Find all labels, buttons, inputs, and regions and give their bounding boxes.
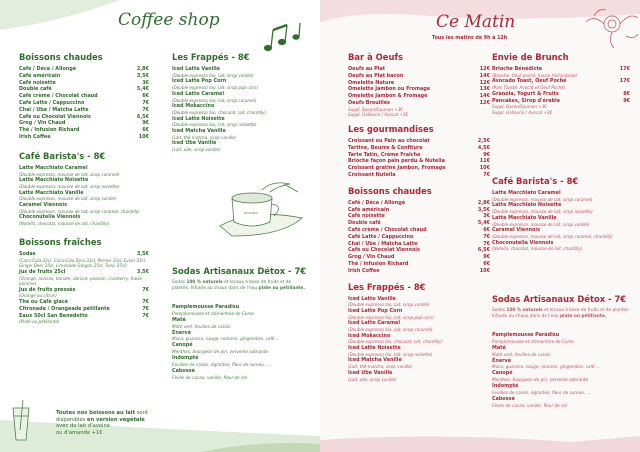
item-name: Caramel Viennois <box>492 227 540 234</box>
item-price: 4,5€ <box>477 144 490 151</box>
item-name: Café crème / Chocolat chaud <box>348 226 427 233</box>
menu-item <box>348 227 490 234</box>
item-description: (Double expresso bio, lait, sirop caramel) <box>172 97 257 103</box>
item-description: (Lait, ube, sirop vanille) <box>172 147 221 153</box>
footnote-line2-bold: en version végétale <box>86 416 145 423</box>
item-name: Granola, Yogurt & Fruits <box>492 90 559 97</box>
menu-item <box>172 368 307 375</box>
menu-item <box>492 215 630 222</box>
menu-item <box>19 287 149 294</box>
right-column-2 <box>492 52 630 116</box>
item-name: Iced Ube Vanille <box>172 140 217 147</box>
menu-item <box>348 93 490 100</box>
item-name: Canopé <box>172 342 193 349</box>
menu-item <box>492 98 630 105</box>
item-name: Maté <box>492 344 506 351</box>
item-name: Pancakes, Sirop d'érable <box>492 97 561 104</box>
section-title-brunch: Envie de Brunch <box>492 52 569 62</box>
item-price: 3€ <box>142 79 149 86</box>
item-price: 3,5€ <box>477 206 490 213</box>
menu-item <box>492 227 630 234</box>
barista-right-list <box>492 190 630 252</box>
item-name: Café Latte / Cappuccino <box>348 233 414 240</box>
menu-item <box>19 313 149 320</box>
menu-item <box>348 66 490 73</box>
menu-item <box>492 345 630 352</box>
item-name: Choconutella Viennois <box>492 239 554 246</box>
menu-item <box>348 152 490 159</box>
item-description: Maca, guarana, sauge, romarin, gingembre, café ... <box>172 336 280 342</box>
section-title-bar-oeufs: Bar à Oeufs <box>348 52 404 62</box>
item-price: 17€ <box>619 78 630 85</box>
menu-item <box>172 330 307 337</box>
item-name: Thé ou Café glacé <box>19 299 69 306</box>
item-price: 17€ <box>619 66 630 72</box>
item-price: 7€ <box>483 233 490 240</box>
item-price: 5,4€ <box>136 86 149 93</box>
menu-item <box>348 145 490 152</box>
item-name: Omelette Nature <box>348 79 395 86</box>
menu-item <box>348 138 490 145</box>
menu-item <box>19 93 149 100</box>
item-description: (Lait, thé matcha, sirop vanille) <box>172 134 237 140</box>
item-name: Latte Macchiato Noisette <box>19 177 89 184</box>
item-price: 7€ <box>142 312 149 319</box>
item-name: Café Latte / Cappuccino <box>19 99 85 106</box>
plant-milk-footnote <box>56 410 166 436</box>
menu-item <box>19 100 149 107</box>
item-description: Pamplemousse et clémentine de Corse <box>172 310 254 316</box>
item-name: Indompté <box>492 383 519 390</box>
menu-item <box>492 240 630 247</box>
item-name: Café ou Chocolat Viennois <box>19 113 91 120</box>
detox-right-list <box>492 332 630 409</box>
menu-item <box>172 128 307 135</box>
menu-item <box>172 342 307 349</box>
menu-item <box>19 107 149 114</box>
item-name: Canopé <box>492 370 513 377</box>
item-price: 5,4€ <box>477 220 490 227</box>
item-name: Iced Latte Noisette <box>348 345 401 352</box>
item-name: Jus de fruits 25cl <box>19 268 66 275</box>
item-name: Iced Latte Pop Corn <box>348 307 403 314</box>
item-description: (Double expresso bio, lait, sirop vanille) <box>172 72 254 78</box>
footnote-line3: avec du lait d'avoine <box>56 423 110 430</box>
music-notes-icon <box>262 20 304 56</box>
item-price: 10€ <box>479 267 490 274</box>
item-price: 3,5€ <box>136 72 149 79</box>
item-price: 3,5€ <box>136 250 149 257</box>
item-price: 7€ <box>142 305 149 312</box>
item-name: Eaux 50cl San Benedetto <box>19 312 88 319</box>
menu-item <box>19 299 149 306</box>
item-name: Latte Macchiato Caramel <box>492 190 561 196</box>
item-name: Pamplemousse Paradisu <box>492 332 560 338</box>
item-price: 6€ <box>142 127 149 134</box>
item-description: (Double expresso, mousse de lait, sirop caramel, chantilly) <box>492 233 613 239</box>
menu-item <box>172 103 307 110</box>
menu-item <box>172 116 307 123</box>
item-description: (Double expresso, mousse de lait, sirop caramel) <box>492 196 593 202</box>
menu-item <box>348 296 490 303</box>
menu-item <box>172 355 307 362</box>
item-name: Brioche Bénédicte <box>492 66 543 72</box>
menu-item <box>348 247 490 254</box>
item-price: 8€ <box>623 90 630 97</box>
footnote-line1: sont <box>135 410 148 416</box>
item-name: Citronade / Orangeade pétillante <box>19 305 110 312</box>
item-name: Pamplemousse Paradisu <box>172 304 240 310</box>
menu-item <box>348 86 490 93</box>
left-column-1 <box>19 52 149 325</box>
menu-item <box>172 304 307 311</box>
right-detox-block <box>492 294 630 409</box>
item-price: 11€ <box>479 158 490 165</box>
ce-matin-page <box>320 0 640 452</box>
item-name: Oeufs au Plat bacon <box>348 72 404 79</box>
barista-list <box>19 165 149 227</box>
item-name: Chaï / Ube / Matcha Latte <box>19 106 89 113</box>
left-detox-block <box>172 266 307 381</box>
menu-item <box>19 73 149 80</box>
menu-item <box>348 234 490 241</box>
item-name: Café noisette <box>348 213 385 220</box>
menu-item <box>172 66 307 73</box>
footnote-line1-bold: Toutes nos boissons au lait <box>56 410 136 416</box>
item-name: Double café <box>19 86 52 93</box>
menu-item <box>348 254 490 261</box>
item-description: (Double expresso, mousse de lait, sirop caramel, chantilly) <box>19 208 140 214</box>
detox-intro-right: Sodas 100 % naturels et locaux à base de fruits et de plantes. Infusés au chaux dans de l'eau plate ou pétillante. <box>492 308 630 319</box>
item-name: Thé / Infusion Richard <box>348 260 409 267</box>
section-title-boissons-fraiches: Boissons fraîches <box>19 236 102 247</box>
menu-item <box>19 251 149 258</box>
item-price: 7€ <box>142 106 149 113</box>
item-price: 6€ <box>142 93 149 100</box>
item-price: 14€ <box>479 72 490 79</box>
left-column-2 <box>172 52 307 153</box>
bar-oeufs-list <box>348 66 490 107</box>
item-description: (Double expresso bio, chocolat, lait, chantilly) <box>172 109 266 115</box>
item-name: Croissant ou Pain au chocolat <box>348 137 430 144</box>
item-description: (Double expresso bio, lait, sirop pop corn) <box>172 85 259 91</box>
item-description: (Nutella, chocolat, mousse de lait, chantilly) <box>19 221 110 227</box>
menu-item <box>348 357 490 364</box>
menu-item <box>348 100 490 107</box>
menu-item <box>19 214 149 221</box>
item-description: Feuilles de cassis, églantier, fleur de sureau, ... <box>492 389 591 395</box>
item-name: Cabossé <box>172 367 195 374</box>
item-name: Iced Matcha Vanille <box>172 127 226 134</box>
item-description: (Nutella, chocolat, mousse de lait, chantilly) <box>492 246 583 252</box>
item-name: Double café <box>348 220 381 227</box>
item-name: Cabossé <box>492 395 515 402</box>
item-name: Caramel Viennois <box>19 201 67 208</box>
item-name: Jus de fruits pressés <box>19 286 76 293</box>
menu-item <box>172 140 307 147</box>
item-price: 13€ <box>479 86 490 93</box>
menu-item <box>492 332 630 339</box>
item-name: Café ou Chocolat Viennois <box>348 247 420 254</box>
menu-item <box>492 358 630 365</box>
item-price: 6€ <box>483 260 490 267</box>
item-name: Latte Macchiato Vanille <box>19 189 84 196</box>
menu-item <box>348 80 490 87</box>
menu-item <box>19 269 149 276</box>
section-title-barista-right: Café Barista's - 8€ <box>492 176 579 186</box>
item-description: (Double expresso, mousse de lait, sirop caramel) <box>19 171 120 177</box>
section-title-barista: Café Barista's - 8€ <box>19 150 106 161</box>
boissons-fraiches-list <box>19 251 149 325</box>
item-price: 2,8€ <box>477 199 490 206</box>
item-description: (Orange ou citron) <box>19 293 57 299</box>
item-name: Brioche façon pain perdu & Nutella <box>348 158 445 165</box>
floral-corner-icon <box>584 4 640 50</box>
item-name: Café / Déca / Allongé <box>348 199 406 206</box>
item-description: Fèves de cacao, vanille, fleur de sel <box>172 374 247 380</box>
item-name: Thé / Infusion Richard <box>19 127 80 134</box>
menu-item <box>19 165 149 172</box>
item-description: (Plate ou pétillante) <box>19 319 60 325</box>
item-name: Irish Coffee <box>19 133 51 140</box>
menu-item <box>492 78 630 85</box>
item-name: Oeufs Brouillés <box>348 99 390 106</box>
item-name: Café noisette <box>19 79 56 86</box>
item-name: Avocado Toast, Oeuf Poché <box>492 78 567 85</box>
frappes-right-list <box>348 296 490 383</box>
item-description: Fèves de cacao, vanille, fleur de sel <box>492 402 567 408</box>
item-description: (Double expresso, mousse de lait, sirop vanille) <box>492 221 590 227</box>
item-name: Café / Déca / Allongé <box>19 66 77 72</box>
menu-item <box>172 78 307 85</box>
menu-item <box>348 333 490 340</box>
item-description: (Double expresso bio, lait, sirop vanille) <box>348 302 430 308</box>
item-name: Iced Latte Vanille <box>348 295 396 302</box>
item-price: 3€ <box>483 213 490 220</box>
menu-item <box>348 261 490 268</box>
oeufs-supp-2: Suppl. Halloumi / Avocat +3€ <box>348 112 409 118</box>
item-name: Iced Ube Vanille <box>348 369 393 376</box>
item-price: 7€ <box>483 171 490 178</box>
frappes-list <box>172 66 307 153</box>
brunch-supp-2: Suppl. Halloumi / Avocat +3€ <box>492 109 553 115</box>
item-price: 7€ <box>142 299 149 306</box>
menu-item <box>492 190 630 197</box>
menu-item <box>19 114 149 121</box>
item-name: Croissant Nutella <box>348 171 396 178</box>
item-name: Irish Coffee <box>348 267 380 274</box>
item-description: (Coca-Cola 33cl, Coca-Cola Zero 33cl, Perrier 33cl, Evian 33cl, Ginger Beer 25cl, Limonade Gorgon 25cl, Tonic 25cl) <box>19 257 147 269</box>
coffee-cup-illustration <box>212 178 310 240</box>
item-description: Maté vert, feuilles de cassis <box>172 323 231 329</box>
item-description: (Pain Toasté, Avocat et Oeuf Poché) <box>492 85 566 91</box>
brunch-list <box>492 66 630 104</box>
menu-item <box>492 202 630 209</box>
footnote-line4: ou d'amande +1€ <box>56 429 103 436</box>
item-description: (Double expresso, mousse de lait, sirop vanille) <box>19 196 117 202</box>
drink-glass-illustration <box>10 400 32 442</box>
item-name: Latte Macchiato Caramel <box>19 164 88 171</box>
item-name: Café américain <box>348 206 390 213</box>
menu-item <box>348 345 490 352</box>
item-price: 12€ <box>479 79 490 86</box>
item-name: Indompté <box>172 355 199 362</box>
section-title-boissons-chaudes: Boissons chaudes <box>19 52 103 62</box>
menu-item <box>348 73 490 80</box>
item-price: 7€ <box>483 240 490 247</box>
item-price: 2,5€ <box>477 137 490 144</box>
section-title-detox: Sodas Artisanaux Détox - 7€ <box>172 266 307 276</box>
item-price: 6,5€ <box>136 113 149 120</box>
menu-item <box>172 91 307 98</box>
item-name: Iced Mokaccino <box>348 332 391 339</box>
footnote-line2: disponibles <box>56 416 87 423</box>
item-name: Énervé <box>172 329 192 336</box>
item-name: Café crème / Chocolat chaud <box>19 93 98 100</box>
item-name: Grog / Vin Chaud <box>19 120 66 127</box>
item-price: 10€ <box>479 165 490 172</box>
item-price: 14€ <box>479 93 490 100</box>
item-name: Sodas <box>19 250 36 257</box>
menu-item <box>492 370 630 377</box>
item-name: Café américain <box>19 72 61 79</box>
right-column-1 <box>348 52 490 382</box>
menu-item <box>348 320 490 327</box>
item-price: 2,8€ <box>136 66 149 72</box>
menu-item <box>348 165 490 172</box>
menu-item <box>492 91 630 98</box>
section-title-gourmandises: Les gourmandises <box>348 123 434 134</box>
item-name: Latte Macchiato Noisette <box>492 202 562 209</box>
item-name: Omelette Jambon & Fromage <box>348 93 428 100</box>
menu-item <box>19 202 149 209</box>
item-description: (Lait, thé matcha, sirop vanille) <box>348 364 413 370</box>
item-description: Maté vert, feuilles de cassis <box>492 351 551 357</box>
item-price: 7€ <box>142 99 149 106</box>
item-price: 12€ <box>479 66 490 72</box>
item-name: Iced Latte Caramel <box>348 320 401 327</box>
item-description: Feuilles de cassis, églantier, fleur de sureau, ... <box>172 361 271 367</box>
boissons-chaudes-list <box>19 66 149 141</box>
item-description: (Double expresso, mousse de lait, sirop noisette) <box>19 183 120 189</box>
item-name: Oeufs au Plat <box>348 66 386 72</box>
menu-item <box>348 308 490 315</box>
item-price: 6,5€ <box>477 247 490 254</box>
boissons-chaudes-right-list <box>348 200 490 275</box>
menu-item <box>348 370 490 377</box>
menu-item <box>19 134 149 141</box>
item-name: Iced Latte Vanille <box>172 66 220 72</box>
menu-item <box>172 317 307 324</box>
menu-item <box>19 190 149 197</box>
menu-item <box>492 383 630 390</box>
right-barista-block <box>492 176 630 252</box>
svg-text:RICHARD: RICHARD <box>244 211 258 215</box>
item-description: Menthes, bourgeon de pin, verveine odorante <box>172 349 269 355</box>
item-name: Grog / Vin Chaud <box>348 254 395 261</box>
item-description: (Brioche, Oeuf poché, Sauce Hollandaise) <box>492 72 578 78</box>
item-name: Croissant gratiné Jambon, Fromage <box>348 165 446 172</box>
detox-list <box>172 304 307 381</box>
item-description: (Double expresso bio, lait, sirop caramel) <box>348 327 433 333</box>
item-name: Iced Latte Pop Corn <box>172 78 227 85</box>
menu-item <box>348 220 490 227</box>
item-price: 12€ <box>479 99 490 106</box>
item-description: (Double expresso, mousse de lait, sirop noisette) <box>492 209 593 215</box>
item-name: Latte Macchiato Vanille <box>492 214 557 221</box>
oeufs-supp-1: Suppl. Bacon/Saumon +3€ <box>348 106 403 112</box>
item-name: Énervé <box>492 357 512 364</box>
menu-item <box>492 66 630 73</box>
item-description: Pamplemousse et clémentine de Corse <box>492 338 574 344</box>
section-title-boissons-chaudes-right: Boissons chaudes <box>348 185 432 196</box>
item-price: 9€ <box>142 120 149 127</box>
ce-matin-subtitle: Tous les matins de 9h à 12h <box>432 36 508 41</box>
item-name: Iced Mokaccino <box>172 103 215 110</box>
ce-matin-title: Ce Matin <box>436 12 516 32</box>
menu-item <box>19 66 149 73</box>
section-title-frappes: Les Frappés - 8€ <box>172 52 250 62</box>
item-name: Tartine, Beurre & Confiture <box>348 144 423 151</box>
item-name: Choconutella Viennois <box>19 214 81 221</box>
section-title-detox-right: Sodas Artisanaux Détox - 7€ <box>492 294 627 304</box>
menu-item <box>492 396 630 403</box>
menu-item <box>348 200 490 207</box>
item-description: (Double expresso bio, lait, sirop noisette) <box>172 122 257 128</box>
item-name: Iced Matcha Vanille <box>348 357 402 364</box>
brunch-supp-1: Suppl. Bacon/Saumon +3€ <box>492 104 547 110</box>
menu-item <box>348 268 490 275</box>
item-description: Menthes, bourgeon de pin, verveine odorante <box>492 377 589 383</box>
detox-intro: Sodas 100 % naturels et locaux à base de fruits et de plantes. Infusés au chaux dans de l'eau plate ou pétillante. <box>172 280 305 291</box>
item-price: 9€ <box>483 151 490 158</box>
item-price: 7€ <box>142 286 149 293</box>
coffee-shop-title: Coffee shop <box>118 10 220 30</box>
item-price: 9€ <box>483 254 490 261</box>
item-name: Tarte Tatin, Crème Fraîche <box>348 151 421 158</box>
section-title-frappes-right: Les Frappés - 8€ <box>348 281 426 292</box>
item-description: (Double expresso bio, chocolat, lait, chantilly) <box>348 339 442 345</box>
item-name: Omelette Jambon ou Fromage <box>348 86 431 93</box>
menu-item <box>19 306 149 313</box>
item-name: Maté <box>172 316 186 323</box>
item-name: Chaï / Ube / Matcha Latte <box>348 240 418 247</box>
menu-item <box>19 127 149 134</box>
item-name: Iced Latte Noisette <box>172 115 225 122</box>
menu-item <box>348 172 490 179</box>
gourmandises-list <box>348 138 490 179</box>
menu-item <box>19 177 149 184</box>
item-name: Iced Latte Caramel <box>172 90 225 97</box>
item-description: (Lait, ube, sirop vanille) <box>348 376 397 382</box>
item-price: 9€ <box>623 97 630 104</box>
item-description: Maca, guarana, sauge, romarin, gingembre, café ... <box>492 364 600 370</box>
item-description: (Orange, ananas, tomate, abricot, passion, cranberry, fraise, pomme) <box>19 275 144 287</box>
item-price: 10€ <box>138 133 149 140</box>
item-description: (Double expresso bio, lait, sirop noisette) <box>348 351 433 357</box>
item-price: 3,5€ <box>136 268 149 275</box>
item-price: 6€ <box>483 226 490 233</box>
item-description: (Double expresso bio, lait, sirop pop corn) <box>348 314 435 320</box>
